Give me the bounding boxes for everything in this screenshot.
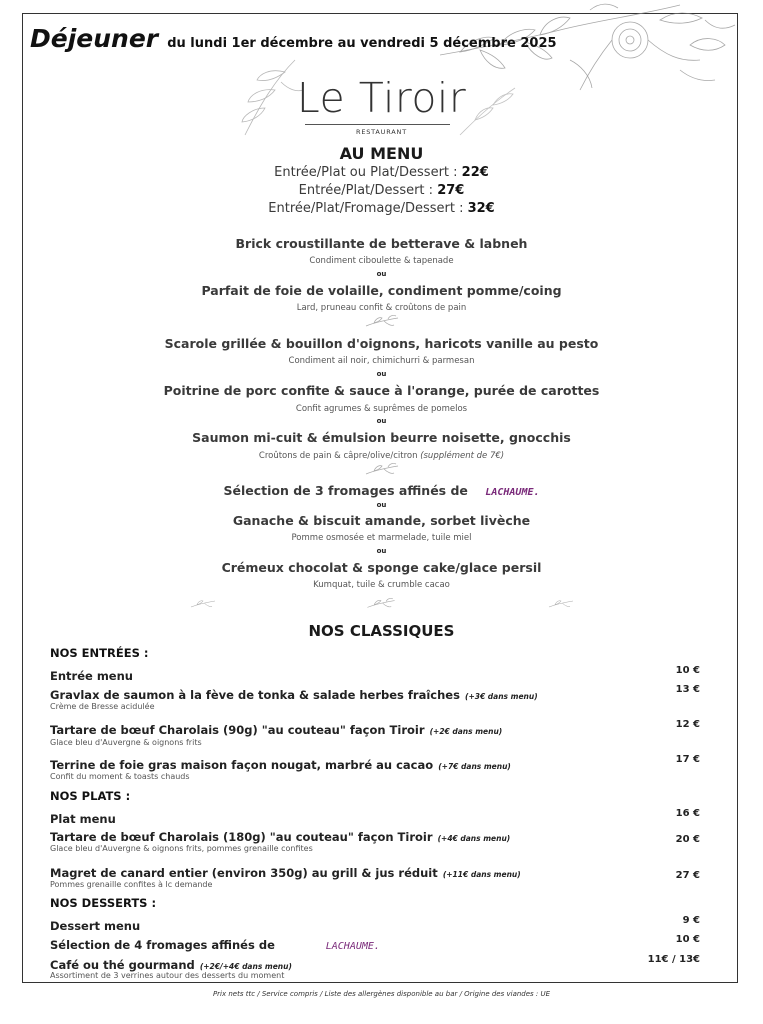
item-price: 9 € (682, 915, 700, 926)
formula-line: Entrée/Plat/Fromage/Dessert : 32€ (268, 201, 495, 216)
sprig-divider-icon (364, 596, 398, 612)
item-name: Tartare de bœuf Charolais (180g) "au couteau" façon Tiroir (50, 830, 433, 844)
sprig-divider-icon (362, 462, 402, 478)
category-title: NOS PLATS : (50, 789, 131, 803)
item-price: 10 € (675, 665, 700, 676)
restaurant-logo-name: Le Tiroir (296, 74, 467, 122)
item-name: Sélection de 4 fromages affinés de (50, 938, 275, 952)
item-price: 20 € (675, 834, 700, 845)
menu-header (30, 24, 557, 53)
menu-item-row (50, 754, 700, 773)
footer-note: Prix nets ttc / Service compris / Liste des allergènes disponible au bar / Origine des viandes : UE (212, 990, 551, 998)
menu-item-row (50, 862, 700, 881)
cheese-selection: Sélection de 3 fromages affinés de LACHAUME. (223, 483, 540, 498)
dish-name: Brick croustillante de betterave & labneh (235, 236, 528, 251)
sprig-divider-icon (546, 596, 576, 612)
formula-line: Entrée/Plat ou Plat/Dessert : 22€ (274, 165, 489, 180)
dish-description: Confit agrumes & suprêmes de pomelos (295, 404, 468, 414)
item-price: 17 € (675, 754, 700, 765)
item-price: 12 € (675, 719, 700, 730)
item-name: Entrée menu (50, 669, 133, 683)
menu-item-row (50, 934, 700, 953)
menu-item-row (50, 684, 700, 703)
dish-name: Crémeux chocolat & sponge cake/glace persil (221, 560, 542, 575)
header-dates: du lundi 1er décembre au vendredi 5 décembre 2025 (167, 36, 557, 51)
item-price: 27 € (675, 870, 700, 881)
item-description: Pommes grenaille confites à lc demande (50, 880, 213, 889)
handwritten-producer: LACHAUME. (325, 941, 380, 952)
item-description: Glace bleu d'Auvergne & oignons frits (50, 738, 202, 747)
dish-name: Parfait de foie de volaille, condiment pomme/coing (201, 283, 562, 298)
sprig-divider-icon (362, 314, 402, 330)
menu-item-row (50, 665, 700, 684)
menu-item-row (50, 915, 700, 934)
or-separator: ou (376, 370, 387, 378)
item-note: (+3€ dans menu) (465, 692, 538, 701)
item-name: Plat menu (50, 812, 116, 826)
header-title: Déjeuner (30, 24, 159, 53)
item-note: (+7€ dans menu) (438, 762, 511, 771)
item-description: Crème de Bresse acidulée (50, 702, 155, 711)
dish-description: Condiment ciboulette & tapenade (309, 256, 454, 266)
dish-name: Poitrine de porc confite & sauce à l'orange, purée de carottes (163, 383, 600, 398)
item-name: Café ou thé gourmand (50, 958, 195, 972)
dish-description: Lard, pruneau confit & croûtons de pain (296, 303, 467, 313)
dish-description: Condiment ail noir, chimichurri & parmesan (288, 356, 475, 366)
item-description: Confit du moment & toasts chauds (50, 772, 190, 781)
category-title: NOS DESSERTS : (50, 896, 157, 910)
classiques-title: NOS CLASSIQUES (308, 622, 455, 640)
or-separator: ou (376, 547, 387, 555)
restaurant-logo-tagline: RESTAURANT (356, 128, 407, 136)
item-name: Dessert menu (50, 919, 141, 933)
au-menu-title: AU MENU (339, 144, 424, 163)
item-note: (+11€ dans menu) (442, 870, 521, 879)
menu-item-row (50, 719, 700, 738)
menu-item-row (50, 826, 700, 845)
item-description: Glace bleu d'Auvergne & oignons frits, pommes grenaille confites (50, 844, 313, 853)
formula-line: Entrée/Plat/Dessert : 27€ (298, 183, 465, 198)
dish-name: Ganache & biscuit amande, sorbet livèche (232, 513, 531, 528)
sprig-divider-icon (188, 596, 218, 612)
item-note: (+2€/+4€ dans menu) (199, 962, 292, 971)
item-price: 13 € (675, 684, 700, 695)
dish-name: Saumon mi-cuit & émulsion beurre noisette, gnocchis (192, 430, 571, 445)
item-description: Assortiment de 3 verrines autour des desserts du moment (50, 971, 285, 980)
item-note: (+2€ dans menu) (429, 727, 503, 736)
dish-name: Scarole grillée & bouillon d'oignons, haricots vanille au pesto (164, 336, 599, 351)
dish-description: Pomme osmosée et marmelade, tuile miel (291, 533, 472, 543)
dish-description: Kumquat, tuile & crumble cacao (313, 580, 450, 590)
item-name: Terrine de foie gras maison façon nougat, marbré au cacao (50, 758, 434, 772)
logo-divider (305, 124, 450, 125)
item-name: Tartare de bœuf Charolais (90g) "au couteau" façon Tiroir (50, 723, 425, 737)
or-separator: ou (376, 501, 387, 509)
category-title: NOS ENTRÉES : (50, 646, 149, 660)
or-separator: ou (376, 417, 387, 425)
dish-description: Croûtons de pain & câpre/olive/citron (supplément de 7€) (258, 451, 505, 461)
item-name: Gravlax de saumon à la fève de tonka & salade herbes fraîches (50, 688, 460, 702)
item-note: (+4€ dans menu) (437, 834, 511, 843)
or-separator: ou (376, 270, 387, 278)
item-name: Magret de canard entier (environ 350g) au grill & jus réduit (50, 866, 438, 880)
item-price: 10 € (675, 934, 700, 945)
handwritten-producer: LACHAUME. (485, 487, 540, 498)
item-price: 16 € (675, 808, 700, 819)
menu-item-row (50, 808, 700, 827)
item-price: 11€ / 13€ (647, 954, 700, 965)
